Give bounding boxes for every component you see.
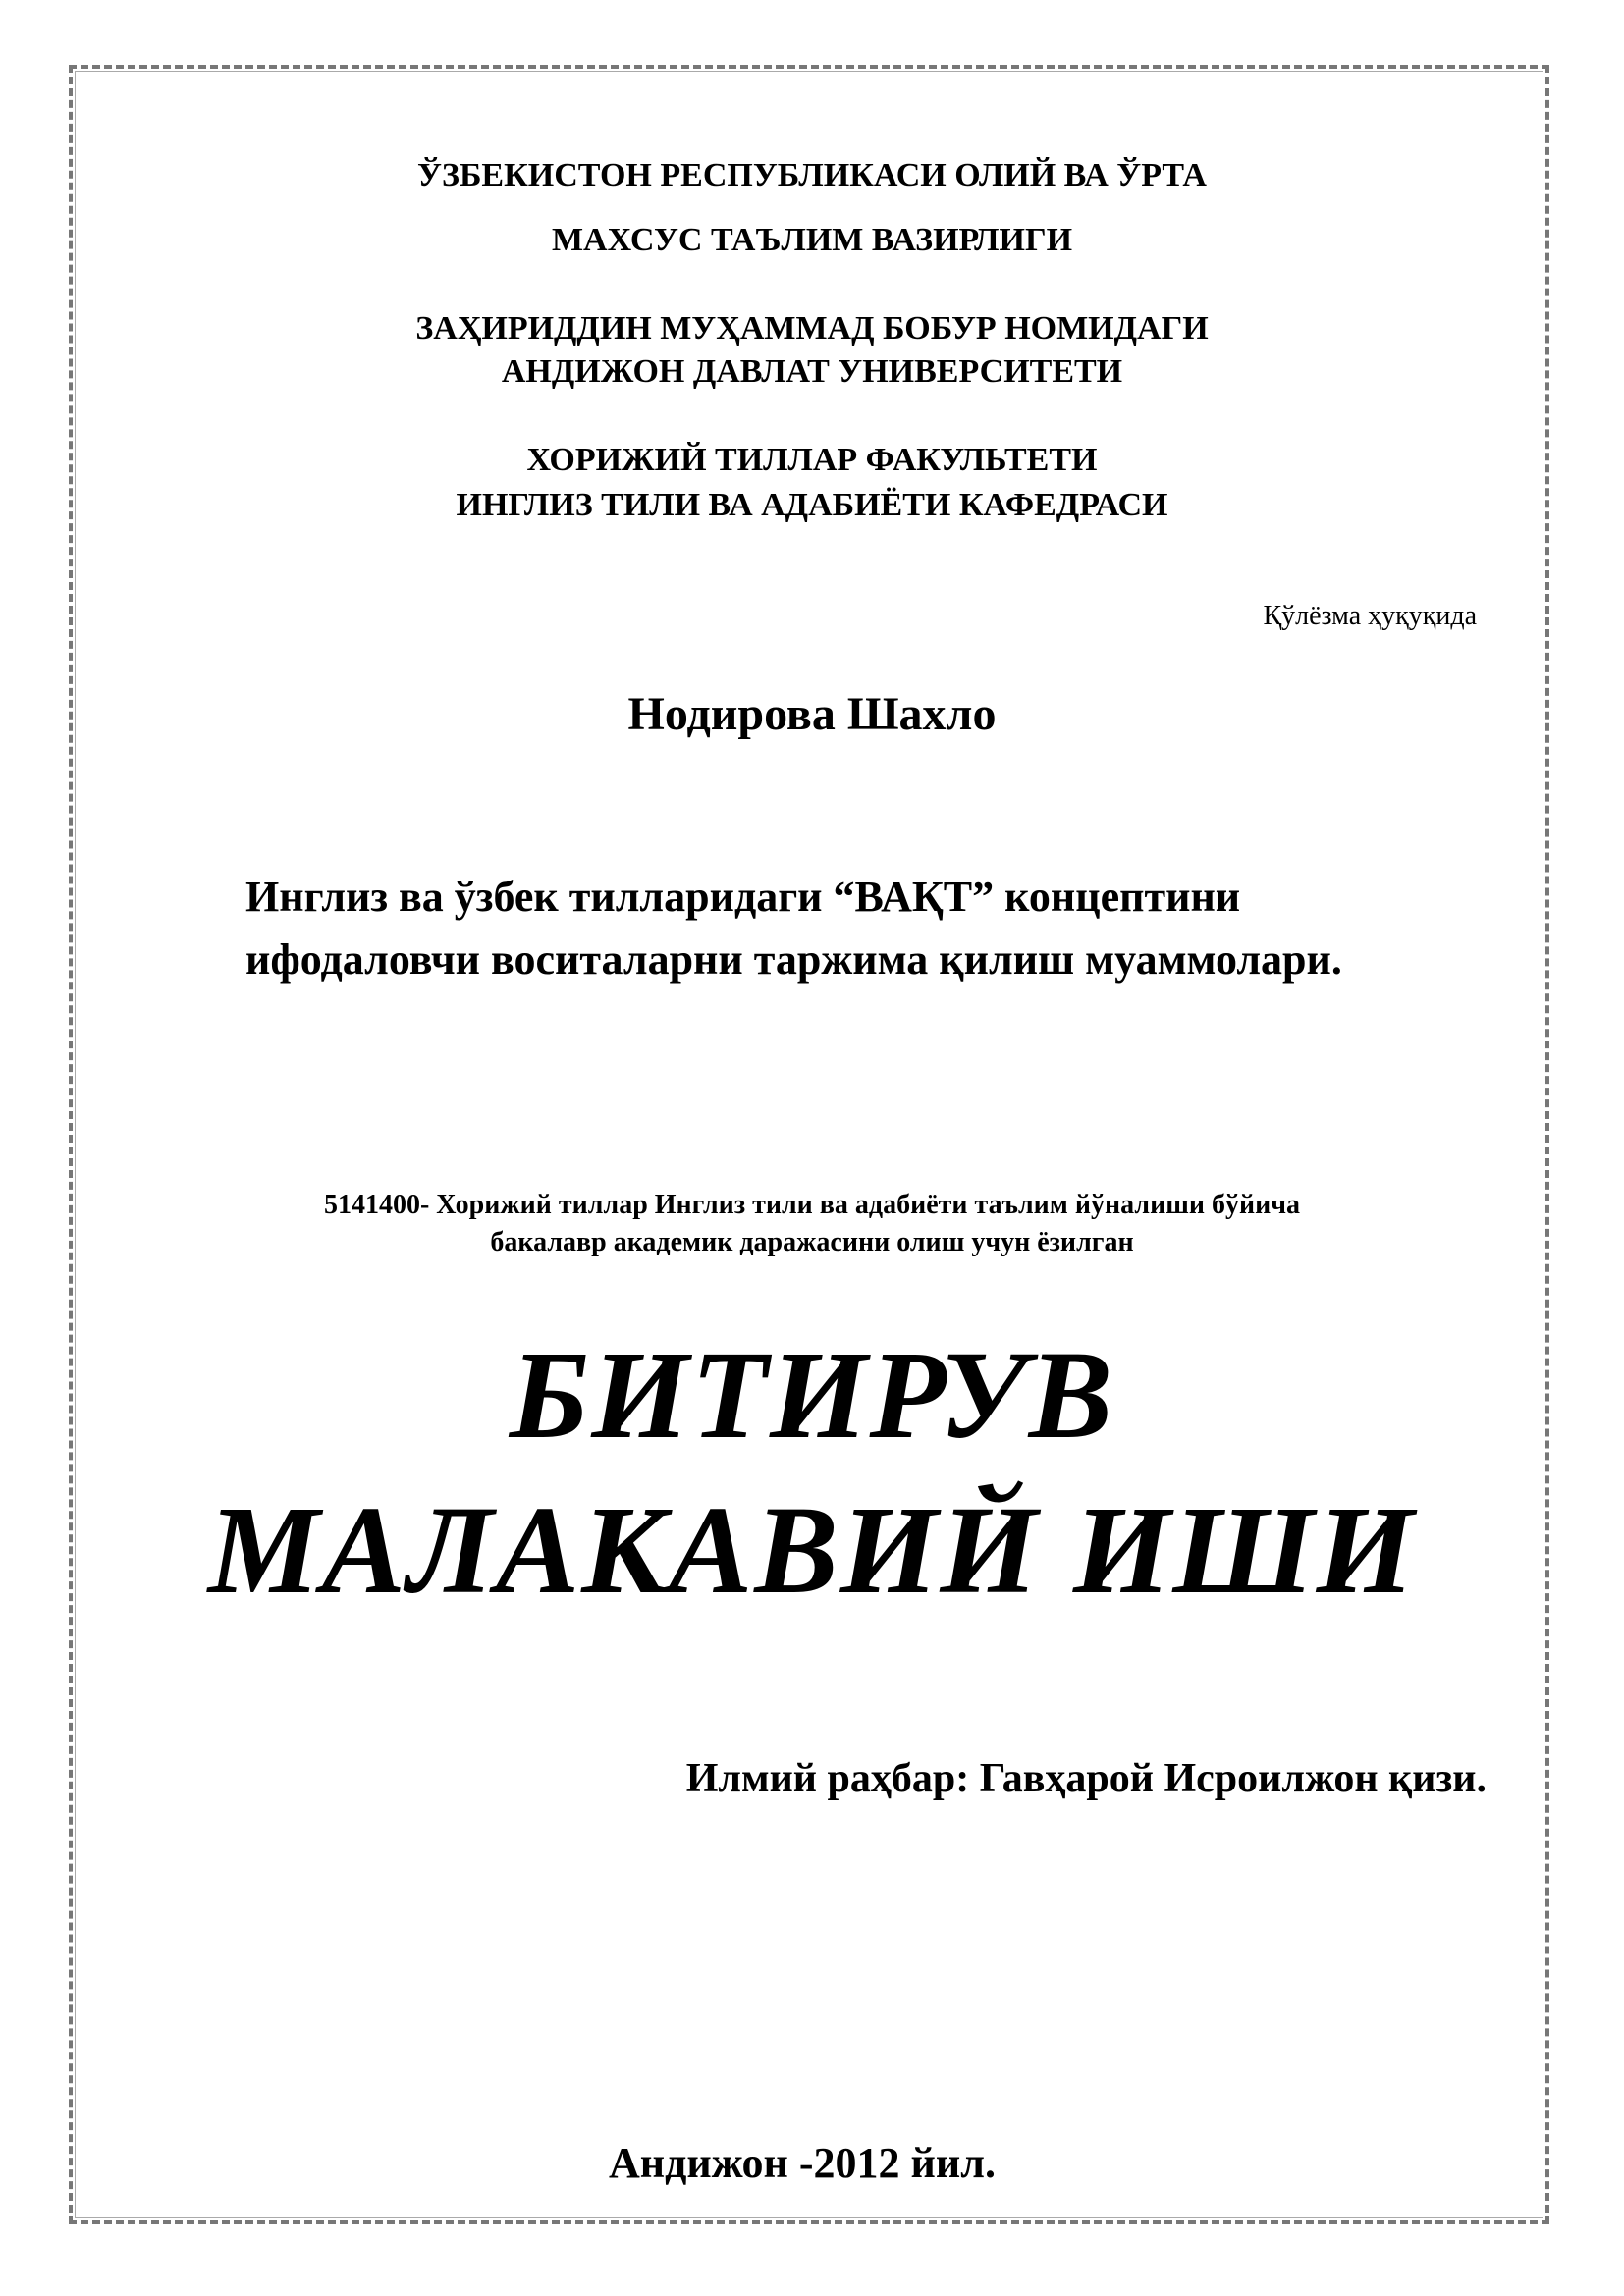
scientific-supervisor: Илмий раҳбар: Гавҳарой Исроилжон қизи. (685, 1756, 1487, 1801)
department-line: ИНГЛИЗ ТИЛИ ВА АДАБИЁТИ КАФЕДРАСИ (456, 487, 1168, 523)
page-inner-border (75, 71, 1543, 2218)
thesis-topic-line-1: Инглиз ва ўзбек тилларидаги “ВАҚТ” концептини (245, 873, 1241, 921)
specialty-line-2: бакалавр академик даражасини олиш учун ёзилган (490, 1227, 1134, 1257)
specialty-line-1: 5141400- Хорижий тиллар Инглиз тили ва адабиёти таълим йўналиши бўйича (323, 1190, 1301, 1220)
manuscript-rights-note: Қўлёзма ҳуқуқида (1263, 601, 1477, 631)
university-line-2: АНДИЖОН ДАВЛАТ УНИВЕРСИТЕТИ (501, 353, 1123, 390)
work-title-line-2: МАЛАКАВИЙ ИШИ (207, 1480, 1417, 1620)
ministry-line-2: МАХСУС ТАЪЛИМ ВАЗИРЛИГИ (551, 222, 1073, 258)
thesis-topic-line-2: ифодаловчи воситаларни таржима қилиш муаммолари. (245, 935, 1342, 984)
work-title-line-1: БИТИРУВ (509, 1325, 1115, 1465)
faculty-line: ХОРИЖИЙ ТИЛЛАР ФАКУЛЬТЕТИ (526, 442, 1098, 478)
university-line-1: ЗАҲИРИДДИН МУҲАММАД БОБУР НОМИДАГИ (415, 310, 1209, 347)
place-and-year: Андижон -2012 йил. (609, 2139, 996, 2187)
author-name: Нодирова Шахло (627, 688, 997, 740)
ministry-line-1: ЎЗБЕКИСТОН РЕСПУБЛИКАСИ ОЛИЙ ВА ЎРТА (417, 157, 1207, 193)
